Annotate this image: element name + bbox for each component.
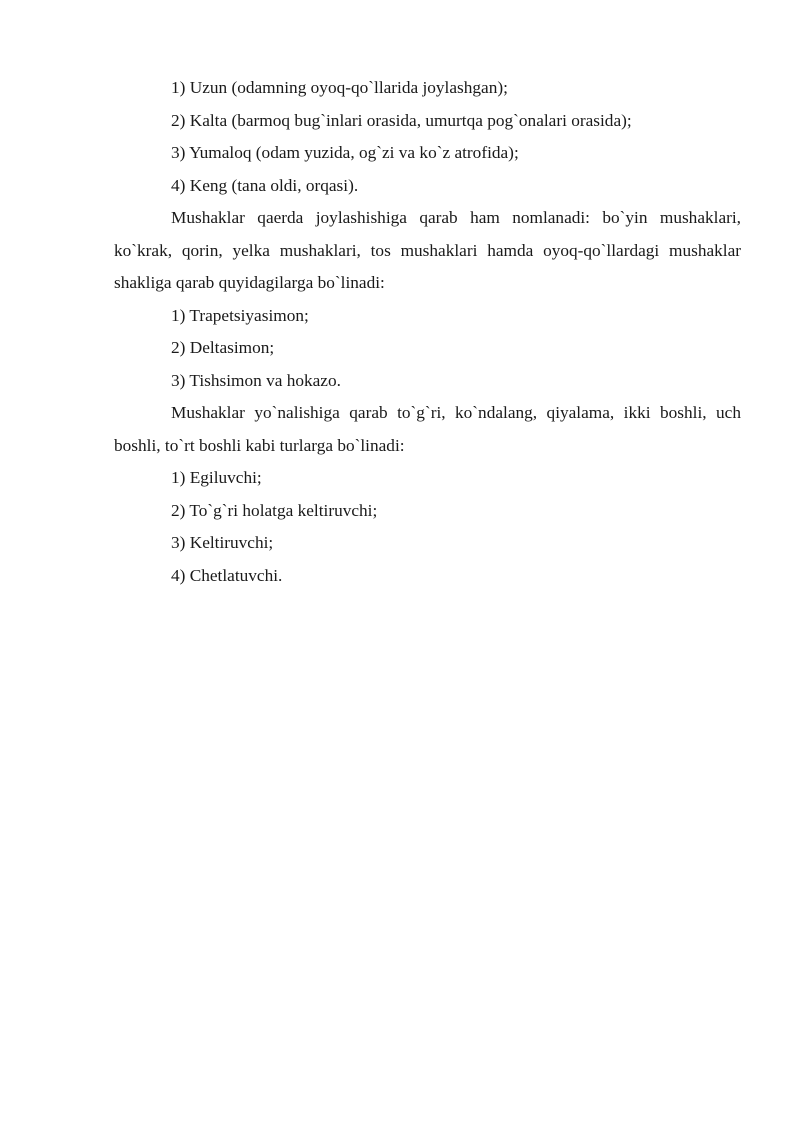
list-item: 4) Keng (tana oldi, orqasi). <box>171 175 359 195</box>
paragraph-muscle-direction: Mushaklar yo`nalishiga qarab to`g`ri, ko`ndalang, qiyalama, ikki boshli, uch boshli, to`rt boshli kabi turlarga bo`linadi: <box>114 403 741 455</box>
list-item: 2) Deltasimon; <box>171 338 275 357</box>
document-body <box>114 72 741 592</box>
paragraph-muscle-location: Mushaklar qaerda joylashishiga qarab ham nomlanadi: bo`yin mushaklari, ko`krak, qorin, yelka mushaklari, tos mushaklari hamda oyoq-qo`llardagi mushaklar shakliga qarab quyidagilarga bo`linadi: <box>114 208 741 292</box>
list-item: 2) Kalta (barmoq bug`inlari orasida, umurtqa pog`onalari orasida); <box>171 110 632 130</box>
list-item: 3) Keltiruvchi; <box>171 533 274 552</box>
list-item: 1) Uzun (odamning oyoq-qo`llarida joylashgan); <box>171 78 508 97</box>
list-item: 1) Egiluvchi; <box>171 468 262 487</box>
list-item: 1) Trapetsiyasimon; <box>171 305 309 325</box>
list-item: 4) Chetlatuvchi. <box>171 565 283 585</box>
list-item: 3) Tishsimon va hokazo. <box>171 370 341 390</box>
list-item: 3) Yumaloq (odam yuzida, og`zi va ko`z atrofida); <box>171 143 519 162</box>
list-item: 2) To`g`ri holatga keltiruvchi; <box>171 500 378 520</box>
